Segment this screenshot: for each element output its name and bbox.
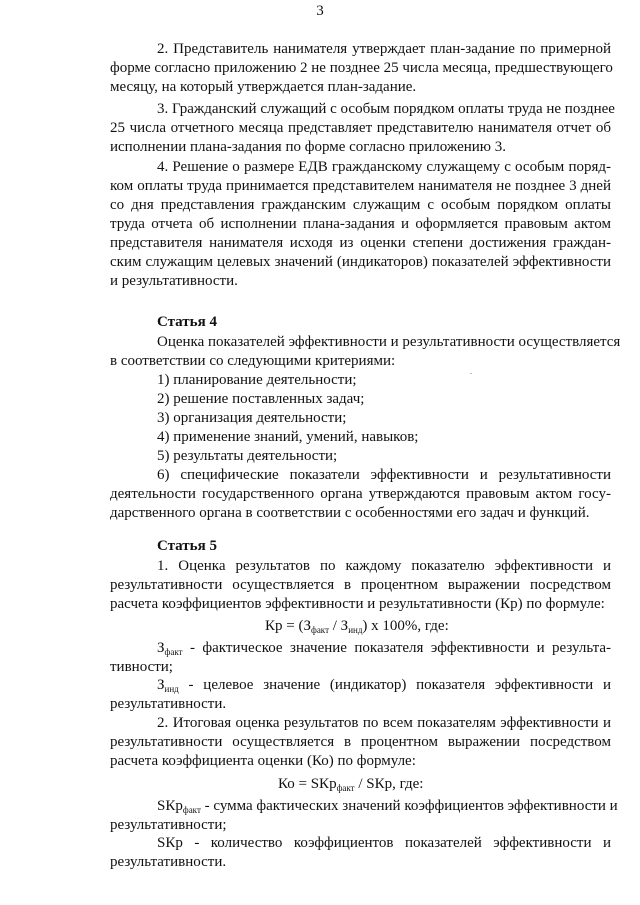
formula-ko-left: Ко = SКр — [278, 776, 337, 792]
article4-item-6-line-3: дарственного органа в соответствии с особенностями его задач и функций. — [110, 505, 590, 521]
article5-p1-line-2: результативности осуществляется в процентном выражении посредством — [110, 577, 611, 593]
def-zfakt-symbol: З — [157, 640, 165, 656]
def-skp-line-1: SКр - количество коэффициентов показателей эффективности и — [157, 835, 611, 851]
def-zind-sub: инд — [164, 684, 179, 694]
formula-kr-right: ) х 100%, где: — [362, 618, 449, 634]
article5-p1-line-3: расчета коэффициентов эффективности и результативности (Кр) по формуле: — [110, 596, 605, 612]
p2-line-1: 2. Представитель нанимателя утверждает план-задание по примерной — [157, 41, 611, 57]
p2-line-3: месяцу, на который утверждается план-задание. — [110, 79, 417, 95]
article4-heading: Статья 4 — [157, 314, 217, 330]
formula-ko — [278, 775, 423, 794]
article4-item-1: 1) планирование деятельности; — [157, 372, 357, 388]
article4-item-6-line-2: деятельности государственного органа утверждаются правовым актом госу- — [110, 486, 611, 502]
article5-p2-line-1: 2. Итоговая оценка результатов по всем показателям эффективности и — [157, 715, 611, 731]
def-skpfakt-sub: факт — [182, 805, 201, 815]
def-zfakt-sub: факт — [164, 647, 183, 657]
article4-intro-line-2: в соответствии со следующими критериями: — [110, 353, 396, 369]
p3-line-1: 3. Гражданский служащий с особым порядком оплаты труда не позднее — [157, 101, 615, 117]
p4-line-2: ком оплаты труда принимается представителем нанимателя не позднее 3 дней — [110, 178, 611, 194]
formula-ko-right: / SКр, где: — [354, 776, 424, 792]
article5-p1-line-1: 1. Оценка результатов по каждому показателю эффективности и — [157, 558, 611, 574]
def-zfakt-text: - фактическое значение показателя эффективности и результа- — [182, 640, 611, 656]
def-zind-symbol: З — [157, 677, 165, 693]
p4-line-4: труда отчета об исполнении плана-задания и оформляется правовым актом — [110, 216, 611, 232]
def-zfakt-line-1 — [157, 639, 611, 658]
p3-line-2: 25 числа отчетного месяца представляет представителю нанимателя отчет об — [110, 120, 611, 136]
p4-line-5: представителя нанимателя исходя из оценки степени достижения граждан- — [110, 235, 611, 251]
formula-kr-mid: / З — [329, 618, 349, 634]
p3-line-3: исполнении плана-задания по форме согласно приложению 3. — [110, 139, 506, 155]
def-zind-line-2: результативности. — [110, 696, 227, 712]
p4-line-6: ским служащим целевых значений (индикаторов) показателей эффективности — [110, 254, 611, 270]
p4-line-7: и результативности. — [110, 273, 238, 289]
article4-item-2: 2) решение поставленных задач; — [157, 391, 365, 407]
def-skpfakt-line-1 — [157, 797, 618, 816]
page-number: 3 — [316, 3, 324, 19]
article4-item-5: 5) результаты деятельности; — [157, 448, 338, 464]
def-skpfakt-text: - сумма фактических значений коэффициентов эффективности и — [200, 798, 618, 814]
article5-p2-line-3: расчета коэффициента оценки (Ко) по формуле: — [110, 753, 416, 769]
def-skpfakt-line-2: результативности; — [110, 817, 227, 833]
p4-line-1: 4. Решение о размере ЕДВ гражданскому служащему с особым поряд- — [157, 159, 611, 175]
article4-item-3: 3) организация деятельности; — [157, 410, 347, 426]
def-skp-line-2: результативности. — [110, 854, 227, 870]
article5-p2-line-2: результативности осуществляется в процентном выражении посредством — [110, 734, 611, 750]
formula-kr — [265, 617, 449, 636]
formula-kr-sub-fakt: факт — [310, 625, 329, 635]
article4-item-6-line-1: 6) специфические показатели эффективности и результативности — [157, 467, 611, 483]
def-skpfakt-symbol: SКр — [157, 798, 183, 814]
def-zind-text: - целевое значение (индикатор) показателя эффективности и — [178, 677, 611, 693]
formula-kr-sub-ind: инд — [348, 625, 363, 635]
formula-ko-sub-fakt: факт — [336, 783, 355, 793]
p2-line-2: форме согласно приложению 2 не позднее 25 числа месяца, предшествующего — [110, 60, 613, 76]
formula-kr-left: Кр = (З — [265, 618, 311, 634]
p4-line-3: со дня представления гражданским служащим с особым порядком оплаты — [110, 197, 611, 213]
def-zfakt-line-2: тивности; — [110, 659, 173, 675]
def-zind-line-1 — [157, 676, 611, 695]
scan-speck — [470, 373, 472, 374]
article4-intro-line-1: Оценка показателей эффективности и результативности осуществляется — [157, 334, 621, 350]
article5-heading: Статья 5 — [157, 538, 217, 554]
article4-item-4: 4) применение знаний, умений, навыков; — [157, 429, 419, 445]
